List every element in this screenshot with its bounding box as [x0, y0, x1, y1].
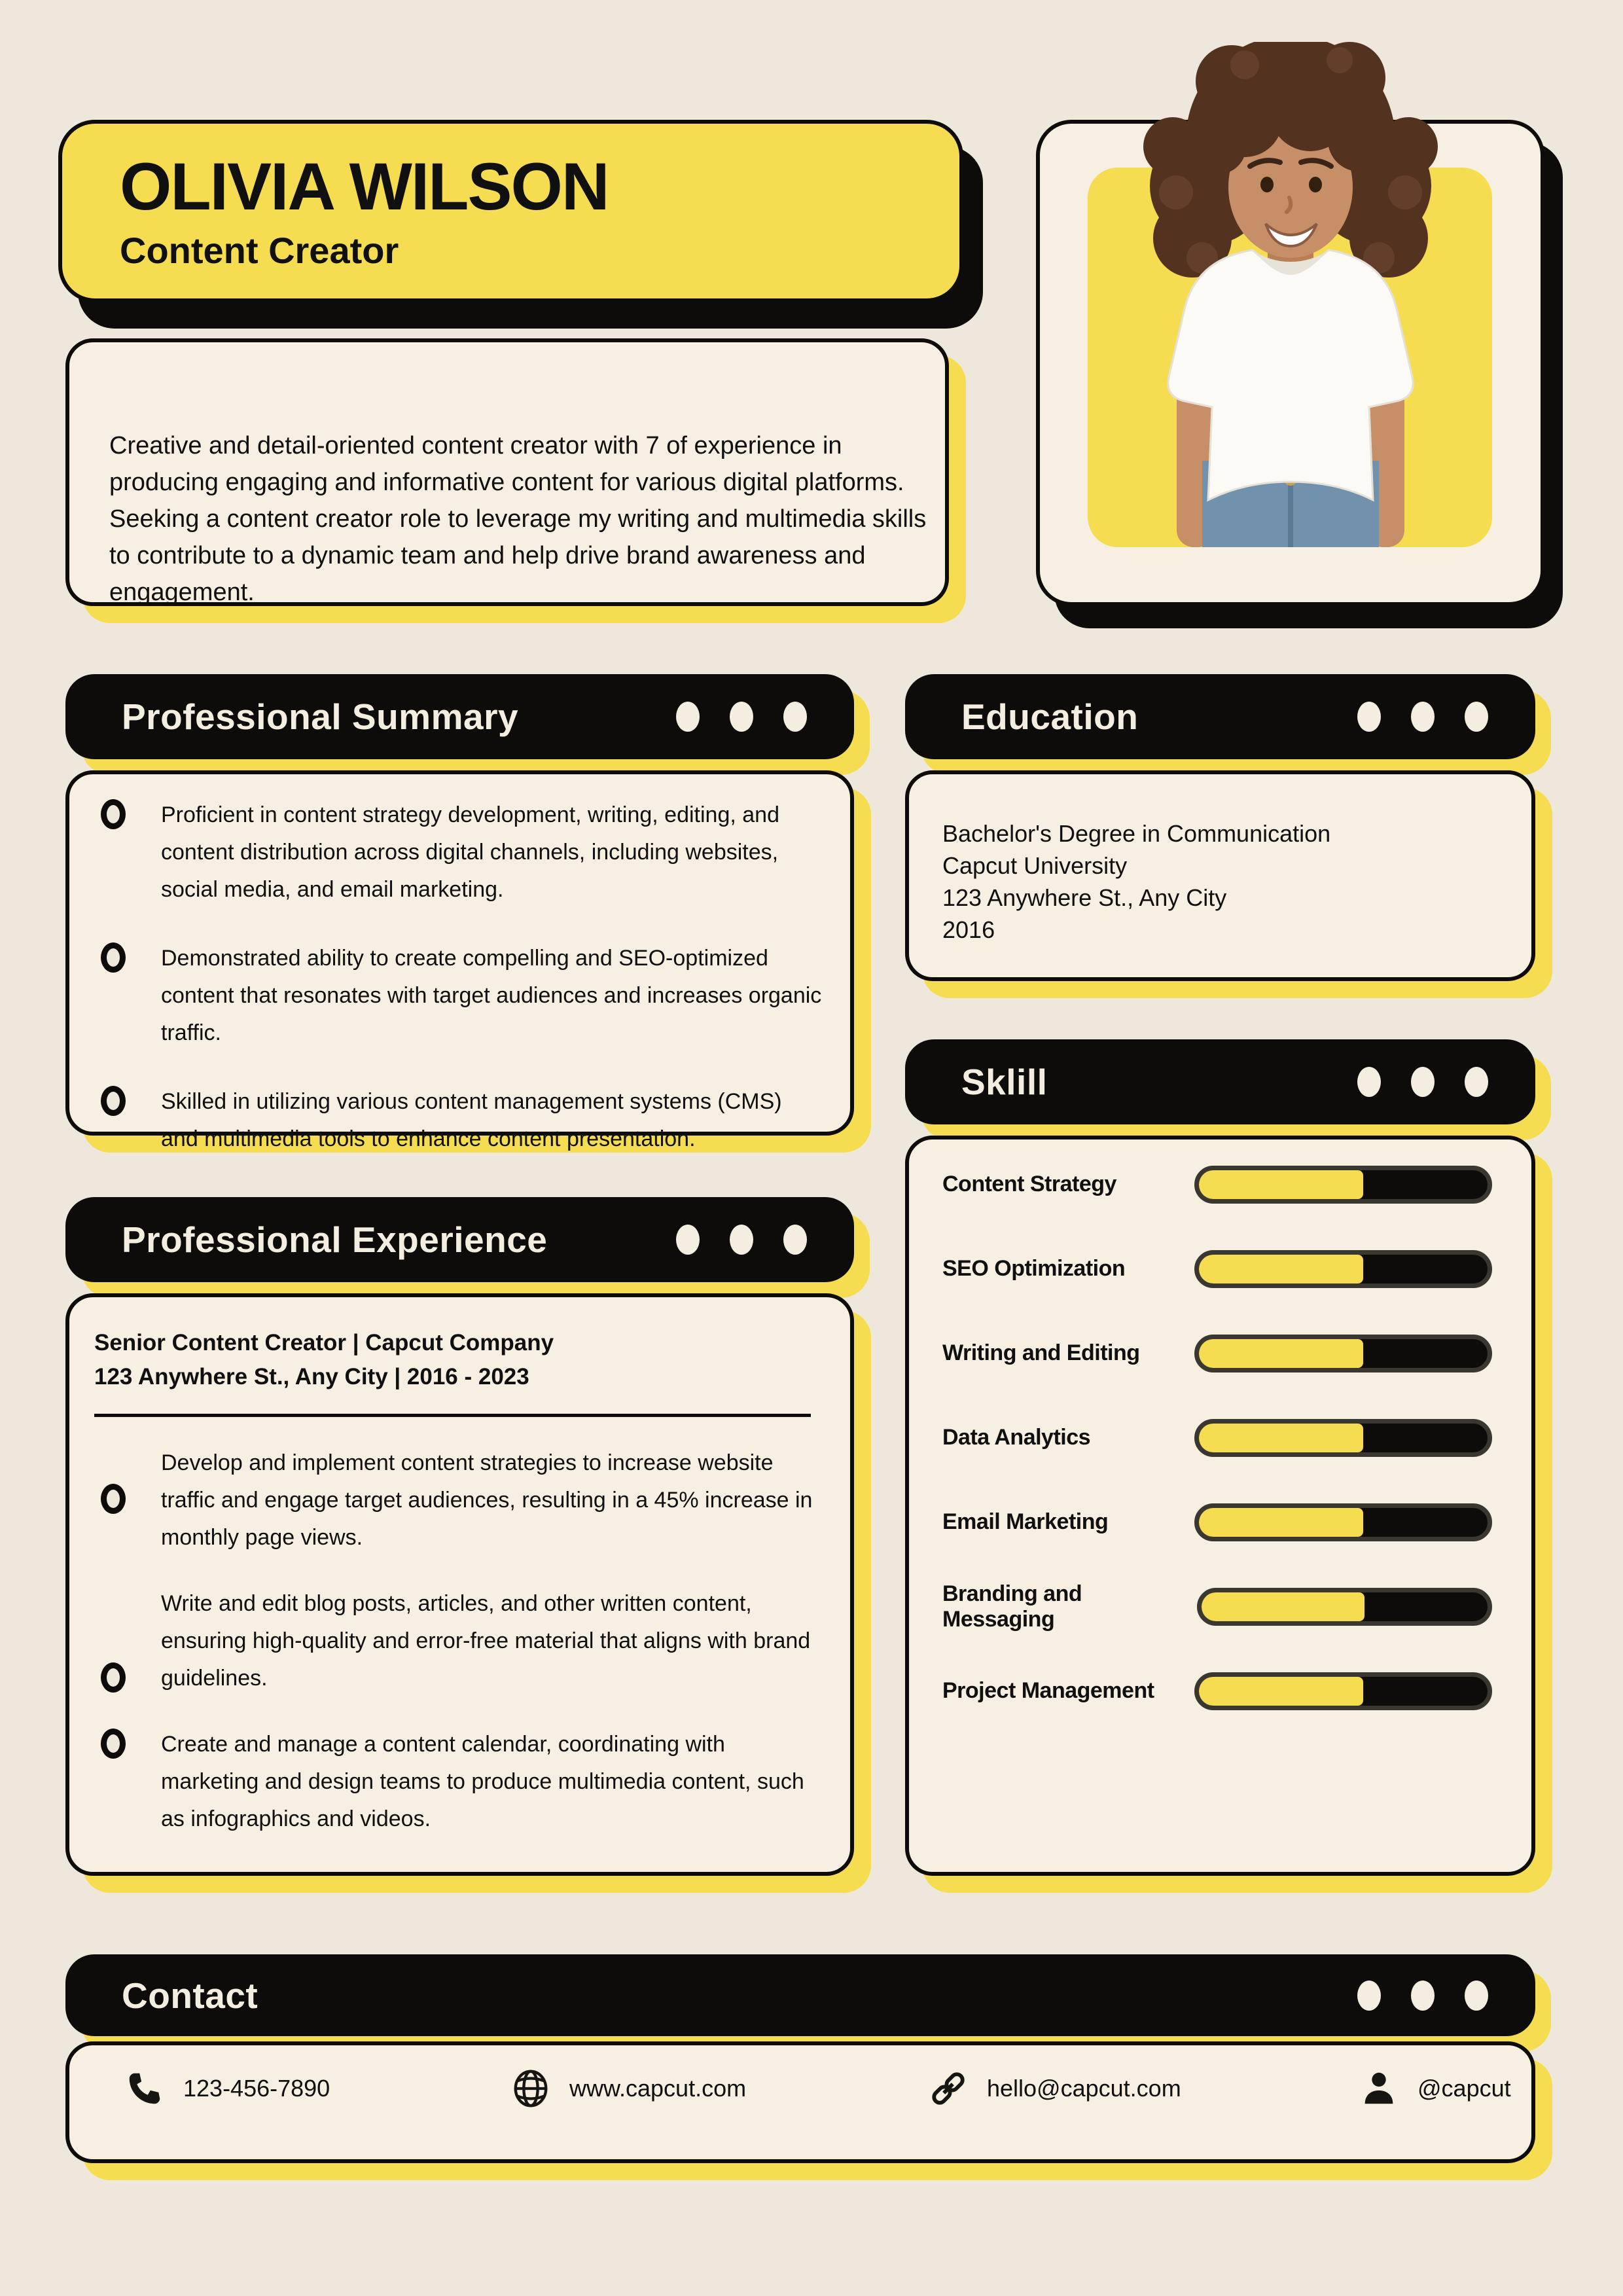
- skill-progress-fill: [1199, 1170, 1363, 1199]
- skill-progress-bar: [1194, 1166, 1492, 1204]
- skill-label: Branding and Messaging: [942, 1581, 1082, 1632]
- bullet-circle-icon: [101, 799, 126, 829]
- skills-header: [905, 1039, 1535, 1124]
- summary-bullet: Demonstrated ability to create compelling and SEO-optimized content that resonates with target audiences and increases organic traffic.: [161, 946, 822, 1045]
- window-dots: [676, 702, 807, 732]
- skill-progress-fill: [1199, 1255, 1363, 1283]
- skill-row: [909, 1480, 1531, 1564]
- contact-phone: [124, 2068, 330, 2109]
- skill-progress-fill: [1199, 1339, 1363, 1368]
- bullet-circle-icon: [101, 1484, 126, 1514]
- experience-bullet: Develop and implement content strategies to increase website traffic and engage target audiences, resulting in a 45% increase in monthly page views.: [161, 1450, 813, 1550]
- contact-text: hello@capcut.com: [987, 2075, 1181, 2102]
- name-card: [58, 120, 963, 302]
- skill-row: [909, 1311, 1531, 1395]
- bullet-circle-icon: [101, 1729, 126, 1759]
- window-dots: [1357, 1981, 1488, 2011]
- job-title: Senior Content Creator | Capcut Company: [94, 1330, 554, 1355]
- summary-bullet: Skilled in utilizing various content management systems (CMS) and multimedia tools to enhance content presentation.: [161, 1089, 782, 1151]
- skill-label: Email Marketing: [942, 1509, 1109, 1534]
- person-name: OLIVIA WILSON: [120, 149, 609, 224]
- bullet-circle-icon: [101, 942, 126, 973]
- skill-row: [909, 1395, 1531, 1480]
- skill-progress-fill: [1199, 1677, 1363, 1706]
- skill-progress-fill: [1202, 1592, 1364, 1621]
- education-address: 123 Anywhere St., Any City: [942, 884, 1227, 911]
- skills-title: Sklill: [961, 1062, 1048, 1102]
- window-dot: [730, 702, 753, 732]
- skill-progress-bar: [1197, 1588, 1492, 1626]
- link-icon: [928, 2068, 969, 2109]
- window-dot: [1411, 1981, 1435, 2011]
- list-item: [69, 1083, 850, 1158]
- window-dots: [1357, 702, 1488, 732]
- contact-handle: [1359, 2068, 1511, 2109]
- window-dots: [1357, 1067, 1488, 1097]
- job-meta: 123 Anywhere St., Any City | 2016 - 2023: [94, 1364, 529, 1390]
- experience-bullet: Create and manage a content calendar, coordinating with marketing and design teams to produce multimedia content, such as infographics and videos.: [161, 1732, 804, 1831]
- list-item: [69, 940, 850, 1052]
- window-dot: [1465, 702, 1488, 732]
- experience-title: Professional Experience: [122, 1219, 548, 1260]
- list-item: [69, 1444, 850, 1556]
- globe-icon: [510, 2068, 551, 2109]
- skill-row: [909, 1564, 1531, 1649]
- window-dot: [1411, 1067, 1435, 1097]
- contact-header: [65, 1954, 1535, 2036]
- education-header: [905, 674, 1535, 759]
- education-degree: Bachelor's Degree in Communication: [942, 820, 1331, 847]
- window-dot: [676, 1225, 700, 1255]
- contact-website: [510, 2068, 746, 2109]
- bullet-circle-icon: [101, 1086, 126, 1116]
- window-dot: [1465, 1981, 1488, 2011]
- skill-label: SEO Optimization: [942, 1256, 1126, 1281]
- skill-label: Content Strategy: [942, 1172, 1116, 1196]
- contact-text: 123-456-7890: [183, 2075, 330, 2102]
- experience-card: [65, 1293, 854, 1876]
- skill-label: Project Management: [942, 1678, 1154, 1703]
- window-dot: [783, 1225, 807, 1255]
- skill-label: Writing and Editing: [942, 1340, 1140, 1365]
- portrait-illustration: [1081, 42, 1500, 547]
- window-dot: [676, 702, 700, 732]
- summary-card: [65, 770, 854, 1151]
- summary-title: Professional Summary: [122, 696, 519, 737]
- window-dot: [783, 702, 807, 732]
- education-card: [905, 770, 1535, 981]
- window-dot: [1411, 702, 1435, 732]
- window-dot: [1357, 1981, 1381, 2011]
- window-dot: [730, 1225, 753, 1255]
- user-icon: [1359, 2068, 1399, 2109]
- experience-bullet: Write and edit blog posts, articles, and other written content, ensuring high-quality and error-free material that aligns with brand guidelines.: [161, 1591, 811, 1691]
- intro-card: [65, 338, 949, 606]
- skill-progress-bar: [1194, 1672, 1492, 1710]
- window-dot: [1357, 702, 1381, 732]
- contact-text: @capcut: [1418, 2075, 1511, 2102]
- skill-progress-bar: [1194, 1503, 1492, 1541]
- skills-card: [905, 1136, 1535, 1876]
- summary-header: [65, 674, 854, 759]
- education-year: 2016: [942, 916, 995, 943]
- experience-header: [65, 1197, 854, 1282]
- summary-bullet: Proficient in content strategy development, writing, editing, and content distribution across digital channels, including websites, social media, and email marketing.: [161, 802, 779, 902]
- phone-icon: [124, 2068, 165, 2109]
- skill-row: [909, 1142, 1531, 1227]
- contact-email: [928, 2068, 1181, 2109]
- skill-label: Data Analytics: [942, 1425, 1091, 1450]
- window-dot: [1357, 1067, 1381, 1097]
- skill-progress-bar: [1194, 1335, 1492, 1372]
- skill-progress-bar: [1194, 1419, 1492, 1457]
- skill-progress-bar: [1194, 1250, 1492, 1288]
- list-item: [69, 1726, 850, 1838]
- contact-text: www.capcut.com: [569, 2075, 747, 2102]
- person-role: Content Creator: [120, 230, 399, 272]
- education-school: Capcut University: [942, 852, 1128, 879]
- list-item: [69, 797, 850, 908]
- bullet-circle-icon: [101, 1662, 126, 1693]
- window-dots: [676, 1225, 807, 1255]
- skill-row: [909, 1227, 1531, 1311]
- contact-title: Contact: [122, 1975, 259, 2016]
- window-dot: [1465, 1067, 1488, 1097]
- skill-row: [909, 1649, 1531, 1733]
- education-title: Education: [961, 696, 1139, 737]
- intro-text: Creative and detail-oriented content creator with 7 of experience in producing engaging and informative content for various digital platforms. Seeking a content creator role to leverage my writing and multimedia skills to contribute to a dynamic team and help drive brand awareness and engagement.: [109, 432, 927, 606]
- divider: [94, 1414, 811, 1417]
- skill-progress-fill: [1199, 1508, 1363, 1537]
- skill-progress-fill: [1199, 1424, 1363, 1452]
- list-item: [69, 1585, 850, 1697]
